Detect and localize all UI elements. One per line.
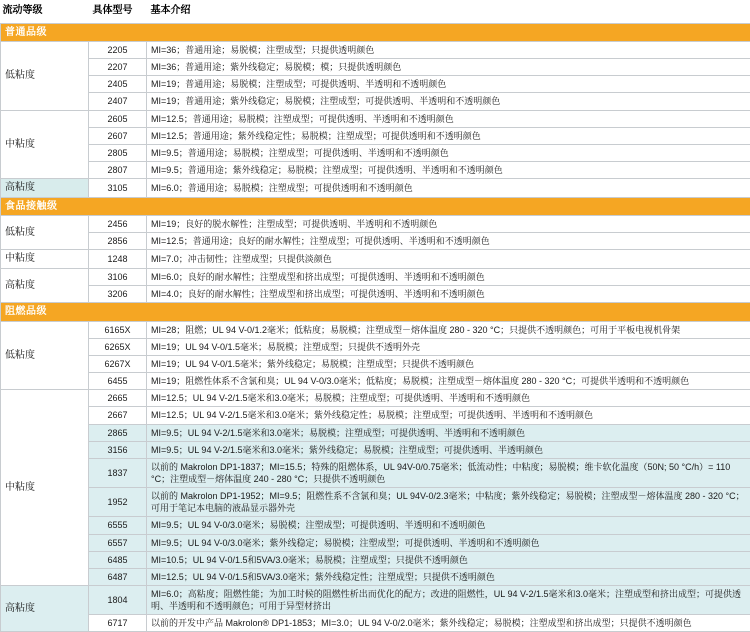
model-cell: 1952 [89,488,147,517]
description-cell: MI=19；UL 94 V-0/1.5毫米；易脱模；注塑成型；只提供不透明外壳 [147,338,750,355]
description-cell: MI=12.5；普通用途；易脱模；注塑成型；可提供透明、半透明和不透明颜色 [147,110,750,127]
table-row [1,585,750,614]
table-row [1,338,750,355]
table-row [1,127,750,144]
table-row [1,517,750,534]
section-title: 普通品级 [1,23,750,42]
description-cell: MI=12.5；UL 94 V-0/1.5和5VA/3.0毫米；紫外线稳定性；注塑成型；只提供不透明颜色 [147,568,750,585]
description-cell: MI=12.5；UL 94 V-2/1.5毫米和3.0毫米；紫外线稳定性；易脱模；注塑成型；可提供透明、半透明和不透明颜色 [147,407,750,424]
table-body [1,23,750,632]
description-cell: MI=9.5；UL 94 V-0/3.0毫米；易脱模；注塑成型；可提供透明、半透明和不透明颜色 [147,517,750,534]
model-cell: 2805 [89,144,147,161]
description-cell: MI=9.5；UL 94 V-0/3.0毫米；紫外线稳定；易脱模；注塑成型；可提供透明、半透明和不透明颜色 [147,534,750,551]
description-cell: MI=12.5；普通用途；良好的耐水解性；注塑成型；可提供透明、半透明和不透明颜色 [147,233,750,250]
model-cell: 6557 [89,534,147,551]
grade-cell: 中粘度 [1,390,89,586]
description-cell: MI=7.0；冲击韧性；注塑成型；只提供淡颜色 [147,250,750,269]
model-cell: 1248 [89,250,147,269]
description-cell: MI=6.0；高粘度；阻燃性能；为加工时候的阻燃性析出而优化的配方；改进的阻燃性，UL 94 V-2/1.5毫米和3.0毫米；注塑成型和挤出成型；可提供透明、半透明和不透明颜色；可用于异型材挤出 [147,585,750,614]
table-row [1,59,750,76]
description-cell: 以前的开发中产品 Makrolon® DP1-1853；MI=3.0；UL 94 V-0/2.0毫米；紫外线稳定；易脱模；注塑成型和挤出成型；只提供不透明颜色 [147,615,750,632]
table-row [1,355,750,372]
grade-cell: 低粘度 [1,321,89,390]
table-row [1,551,750,568]
description-cell: MI=9.5；UL 94 V-2/1.5毫米和3.0毫米；易脱模；注塑成型；可提供透明、半透明和不透明颜色 [147,424,750,441]
model-cell: 3106 [89,268,147,285]
model-cell: 6485 [89,551,147,568]
model-cell: 2667 [89,407,147,424]
grade-cell: 高粘度 [1,179,89,198]
table-row [1,390,750,407]
table-row [1,42,750,59]
description-cell: MI=9.5；UL 94 V-2/1.5毫米和3.0毫米；紫外线稳定；易脱模；注塑成型；可提供透明、半透明颜色 [147,441,750,458]
model-cell: 2405 [89,76,147,93]
model-cell: 3156 [89,441,147,458]
section-row [1,23,750,42]
description-cell: MI=12.5；UL 94 V-2/1.5毫米和3.0毫米；易脱模；注塑成型；可提供透明、半透明和不透明颜色 [147,390,750,407]
table-row [1,268,750,285]
model-cell: 2865 [89,424,147,441]
table-row [1,488,750,517]
model-cell: 2456 [89,216,147,233]
grade-cell: 中粘度 [1,250,89,269]
table-row [1,615,750,632]
model-cell: 6165X [89,321,147,338]
grade-cell: 中粘度 [1,110,89,179]
table-row [1,144,750,161]
table-header-row [1,0,750,23]
description-cell: MI=6.0；普通用途；易脱模；注塑成型；可提供透明和不透明颜色 [147,179,750,198]
column-header-desc: 基本介绍 [147,0,750,23]
table-row [1,233,750,250]
table-row [1,179,750,198]
grade-cell: 高粘度 [1,585,89,631]
description-cell: MI=9.5；普通用途；紫外线稳定；易脱模；注塑成型；可提供透明、半透明和不透明颜色 [147,161,750,178]
table-row [1,216,750,233]
model-cell: 6455 [89,373,147,390]
description-cell: MI=36；普通用途；易脱模；注塑成型；只提供透明颜色 [147,42,750,59]
model-cell: 2207 [89,59,147,76]
model-cell: 3206 [89,286,147,303]
table-row [1,110,750,127]
section-row [1,303,750,322]
section-title: 食品接触级 [1,197,750,216]
table-row [1,93,750,110]
description-cell: MI=19；阻燃性体系不含氯和臭；UL 94 V-0/3.0毫米；低粘度；易脱模；注塑成型－熔体温度 280 - 320 °C；可提供半透明和不透明颜色 [147,373,750,390]
grade-cell: 低粘度 [1,42,89,111]
model-cell: 2407 [89,93,147,110]
description-cell: 以前的 Makrolon DP1-1837；MI=15.5；特殊的阻燃体系，UL 94V-0/0.75毫米；低流动性；中粘度；易脱模；维卡软化温度（50N; 50 °C/h）= 110 °C；注塑成型－熔体温度 240 - 280 °C；只提供不透明颜色 [147,458,750,487]
table-row [1,534,750,551]
description-cell: MI=19；良好的脱水解性；注塑成型；可提供透明、半透明和不透明颜色 [147,216,750,233]
description-cell: MI=4.0；良好的耐水解性；注塑成型和挤出成型；可提供透明、半透明和不透明颜色 [147,286,750,303]
model-cell: 2605 [89,110,147,127]
description-cell: MI=6.0；良好的耐水解性；注塑成型和挤出成型；可提供透明、半透明和不透明颜色 [147,268,750,285]
table-row [1,321,750,338]
table-row [1,286,750,303]
description-cell: MI=36；普通用途；紫外线稳定；易脱模；模；只提供透明颜色 [147,59,750,76]
description-cell: MI=12.5；普通用途；紫外线稳定性；易脱模；注塑成型；可提供透明和不透明颜色 [147,127,750,144]
model-cell: 3105 [89,179,147,198]
model-cell: 2665 [89,390,147,407]
table-row [1,441,750,458]
model-cell: 6487 [89,568,147,585]
section-title: 阻燃品级 [1,303,750,322]
table-row [1,424,750,441]
description-cell: MI=9.5；普通用途；易脱模；注塑成型；可提供透明、半透明和不透明颜色 [147,144,750,161]
grade-cell: 高粘度 [1,268,89,302]
description-cell: MI=19；普通用途；紫外线稳定；易脱模；注塑成型；可提供透明、半透明和不透明颜色 [147,93,750,110]
model-cell: 6717 [89,615,147,632]
model-cell: 2205 [89,42,147,59]
table-row [1,161,750,178]
description-cell: 以前的 Makrolon DP1-1952；MI=9.5；阻燃性系不含氯和臭；UL 94V-0/2.3毫米；中粘度；紫外线稳定；易脱模；注塑成型－熔体温度 280 - 320 °C；可用于笔记本电脑的液晶显示器外壳 [147,488,750,517]
model-cell: 6265X [89,338,147,355]
description-cell: MI=19；UL 94 V-0/1.5毫米；紫外线稳定；易脱模；注塑成型；只提供不透明颜色 [147,355,750,372]
grade-cell: 低粘度 [1,216,89,250]
model-cell: 2607 [89,127,147,144]
table-row [1,458,750,487]
model-cell: 6555 [89,517,147,534]
table-row [1,250,750,269]
table-row [1,76,750,93]
section-row [1,197,750,216]
column-header-grade: 流动等级 [1,0,89,23]
model-cell: 1837 [89,458,147,487]
description-cell: MI=10.5；UL 94 V-0/1.5和5VA/3.0毫米；易脱模；注塑成型；只提供不透明颜色 [147,551,750,568]
table-row [1,568,750,585]
description-cell: MI=28；阻燃；UL 94 V-0/1.2毫米；低粘度；易脱模；注塑成型－熔体温度 280 - 320 °C；只提供不透明颜色；可用于平板电视机骨架 [147,321,750,338]
column-header-model: 具体型号 [89,0,147,23]
model-cell: 2856 [89,233,147,250]
table-row [1,373,750,390]
model-cell: 1804 [89,585,147,614]
description-cell: MI=19；普通用途；易脱模；注塑成型；可提供透明、半透明和不透明颜色 [147,76,750,93]
table-row [1,407,750,424]
model-cell: 6267X [89,355,147,372]
model-cell: 2807 [89,161,147,178]
